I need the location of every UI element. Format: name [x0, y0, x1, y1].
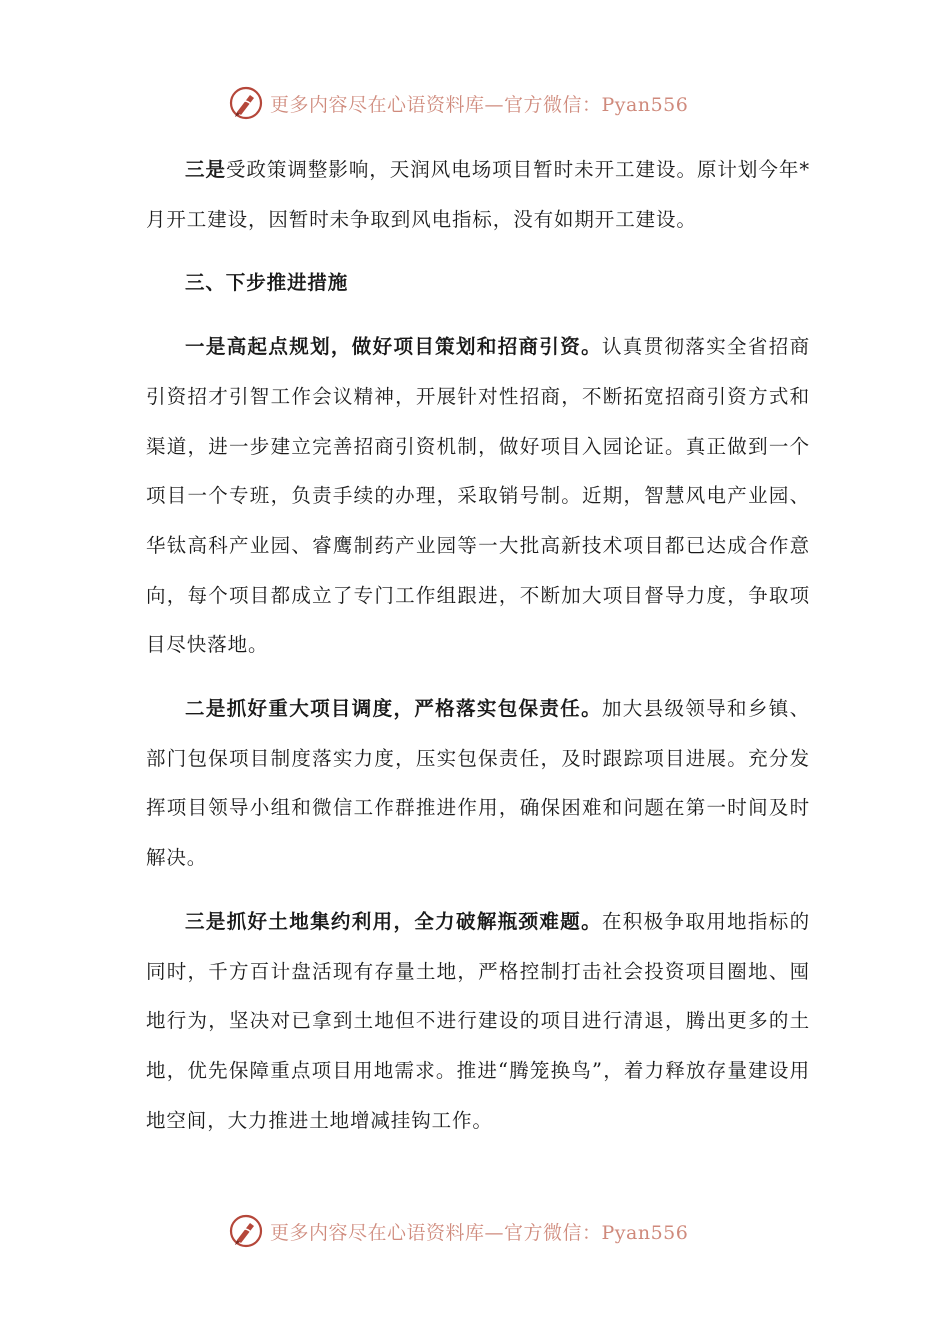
footer-banner	[228, 1211, 688, 1251]
paragraph-4-body: 在积极争取用地指标的同时，千方百计盘活现有存量土地，严格控制打击社会投资项目圈地、囤地行为，坚决对已拿到土地但不进行建设的项目进行清退，腾出更多的土地，优先保障重点项目用地需求。推进“腾笼换鸟”，着力释放存量建设用地空间，大力推进土地增减挂钩工作。	[146, 909, 810, 1132]
paragraph-3-lead: 二是抓好重大项目调度，严格落实包保责任。	[185, 697, 602, 721]
section-heading: 三、下步推进措施	[185, 271, 349, 295]
paragraph-2-body: 认真贯彻落实全省招商引资招才引智工作会议精神，开展针对性招商，不断拓宽招商引资方式和渠道，进一步建立完善招商引资机制，做好项目入园论证。真正做到一个项目一个专班，负责手续的办理，采取销号制。近期，智慧风电产业园、华钛高科产业园、睿鹰制药产业园等一大批高新技术项目都已达成合作意向，每个项目都成立了专门工作组跟进，不断加大项目督导力度，争取项目尽快落地。	[146, 335, 810, 657]
paragraph-4-lead: 三是抓好土地集约利用，全力破解瓶颈难题。	[185, 909, 602, 933]
paragraph-1-body: 受政策调整影响，天润风电场项目暂时未开工建设。原计划今年*月开工建设，因暂时未争取到风电指标，没有如期开工建设。	[146, 158, 810, 231]
paragraph-3	[146, 684, 810, 883]
paragraph-2	[146, 322, 810, 670]
pen-logo-icon	[228, 85, 264, 121]
document-body	[146, 145, 810, 1145]
banner-text: 更多内容尽在心语资料库—官方微信：Pyan556	[270, 93, 689, 116]
paragraph-1	[146, 145, 810, 244]
paragraph-1-lead: 三是	[185, 158, 226, 181]
paragraph-2-lead: 一是高起点规划，做好项目策划和招商引资。	[185, 335, 602, 359]
paragraph-4	[146, 897, 810, 1146]
header-banner	[228, 83, 688, 123]
pen-logo-icon	[228, 1213, 264, 1249]
paragraph-3-body: 加大县级领导和乡镇、部门包保项目制度落实力度，压实包保责任，及时跟踪项目进展。充分发挥项目领导小组和微信工作群推进作用，确保困难和问题在第一时间及时解决。	[146, 697, 810, 870]
banner-text: 更多内容尽在心语资料库—官方微信：Pyan556	[270, 1221, 689, 1244]
